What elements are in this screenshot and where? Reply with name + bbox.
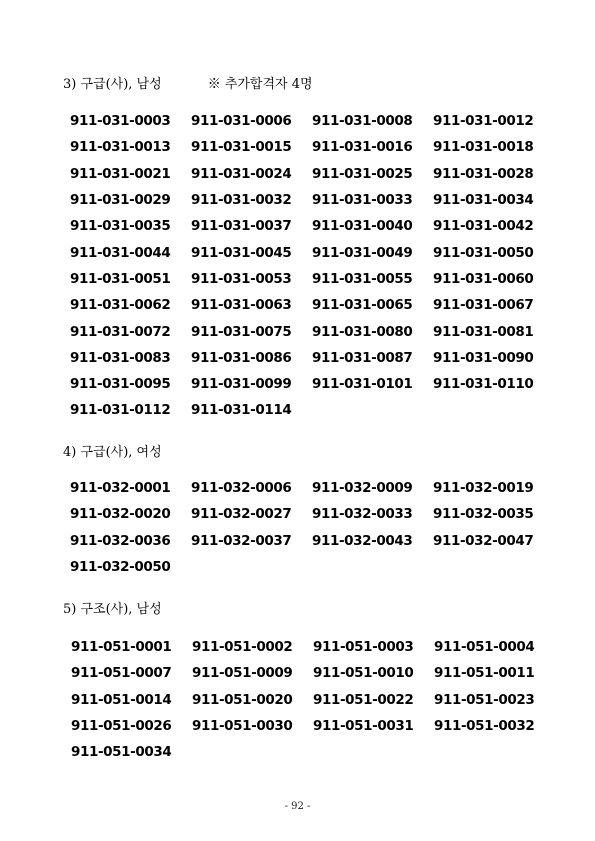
applicant-number: 911-031-0021 <box>70 165 171 182</box>
number-grid <box>71 634 555 765</box>
applicant-number: 911-031-0032 <box>191 192 292 209</box>
applicant-number: 911-031-0062 <box>70 297 171 314</box>
applicant-number: 911-051-0001 <box>71 639 172 656</box>
applicant-number: 911-031-0025 <box>312 165 413 182</box>
applicant-number: 911-031-0114 <box>191 402 292 419</box>
applicant-number: 911-031-0063 <box>191 297 292 314</box>
applicant-number: 911-031-0065 <box>312 297 413 314</box>
applicant-number: 911-051-0009 <box>192 665 293 682</box>
applicant-number: 911-031-0024 <box>191 165 292 182</box>
applicant-number: 911-031-0008 <box>312 113 413 130</box>
applicant-number: 911-031-0067 <box>433 297 534 314</box>
applicant-number: 911-051-0002 <box>192 639 293 656</box>
section-title: 4) 구급(사), 여성 <box>63 445 162 460</box>
applicant-number: 911-031-0095 <box>70 376 171 393</box>
applicant-number: 911-031-0029 <box>70 192 171 209</box>
applicant-number: 911-032-0050 <box>70 559 171 576</box>
number-grid <box>70 108 554 424</box>
section-title: 5) 구조(사), 남성 <box>63 602 162 617</box>
applicant-number: 911-051-0014 <box>71 691 172 708</box>
section-heading <box>63 598 162 617</box>
applicant-number: 911-031-0013 <box>70 139 171 156</box>
applicant-number: 911-031-0055 <box>312 270 413 287</box>
applicant-number: 911-031-0051 <box>70 270 171 287</box>
applicant-number: 911-051-0003 <box>313 639 414 656</box>
number-grid <box>70 475 554 580</box>
applicant-number: 911-031-0033 <box>312 192 413 209</box>
applicant-number: 911-031-0015 <box>191 139 292 156</box>
applicant-number: 911-031-0072 <box>70 323 171 340</box>
applicant-number: 911-031-0083 <box>70 349 171 366</box>
applicant-number: 911-032-0020 <box>70 506 171 523</box>
applicant-number: 911-031-0034 <box>433 192 534 209</box>
applicant-number: 911-031-0003 <box>70 113 171 130</box>
applicant-number: 911-031-0090 <box>433 349 534 366</box>
applicant-number: 911-051-0011 <box>434 665 535 682</box>
applicant-number: 911-031-0081 <box>433 323 534 340</box>
applicant-number: 911-031-0087 <box>312 349 413 366</box>
applicant-number: 911-032-0006 <box>191 480 292 497</box>
applicant-number: 911-031-0086 <box>191 349 292 366</box>
applicant-number: 911-032-0027 <box>191 506 292 523</box>
applicant-number: 911-032-0047 <box>433 532 534 549</box>
applicant-number: 911-031-0028 <box>433 165 534 182</box>
applicant-number: 911-032-0001 <box>70 480 171 497</box>
applicant-number: 911-031-0050 <box>433 244 534 261</box>
applicant-number: 911-032-0033 <box>312 506 413 523</box>
applicant-number: 911-051-0034 <box>71 744 172 761</box>
applicant-number: 911-031-0112 <box>70 402 171 419</box>
section-note: ※ 추가합격자 4명 <box>207 77 313 92</box>
applicant-number: 911-051-0023 <box>434 691 535 708</box>
section-heading <box>63 441 162 460</box>
applicant-number: 911-031-0037 <box>191 218 292 235</box>
applicant-number: 911-051-0026 <box>71 718 172 735</box>
applicant-number: 911-031-0101 <box>312 376 413 393</box>
applicant-number: 911-051-0030 <box>192 718 293 735</box>
applicant-number: 911-031-0006 <box>191 113 292 130</box>
applicant-number: 911-031-0045 <box>191 244 292 261</box>
applicant-number: 911-032-0043 <box>312 532 413 549</box>
applicant-number: 911-032-0037 <box>191 532 292 549</box>
applicant-number: 911-051-0020 <box>192 691 293 708</box>
section-title: 3) 구급(사), 남성 <box>63 77 162 92</box>
applicant-number: 911-031-0040 <box>312 218 413 235</box>
applicant-number: 911-032-0009 <box>312 480 413 497</box>
applicant-number: 911-031-0049 <box>312 244 413 261</box>
applicant-number: 911-031-0042 <box>433 218 534 235</box>
applicant-number: 911-031-0080 <box>312 323 413 340</box>
applicant-number: 911-051-0007 <box>71 665 172 682</box>
applicant-number: 911-031-0075 <box>191 323 292 340</box>
applicant-number: 911-031-0016 <box>312 139 413 156</box>
applicant-number: 911-031-0012 <box>433 113 534 130</box>
page-number: - 92 - <box>284 801 311 812</box>
applicant-number: 911-031-0035 <box>70 218 171 235</box>
applicant-number: 911-032-0019 <box>433 480 534 497</box>
applicant-number: 911-031-0110 <box>433 376 534 393</box>
applicant-number: 911-031-0018 <box>433 139 534 156</box>
applicant-number: 911-051-0022 <box>313 691 414 708</box>
applicant-number: 911-051-0031 <box>313 718 414 735</box>
applicant-number: 911-032-0036 <box>70 532 171 549</box>
applicant-number: 911-051-0032 <box>434 718 535 735</box>
section-heading <box>63 73 313 92</box>
applicant-number: 911-031-0099 <box>191 376 292 393</box>
applicant-number: 911-031-0053 <box>191 270 292 287</box>
applicant-number: 911-031-0060 <box>433 270 534 287</box>
applicant-number: 911-051-0004 <box>434 639 535 656</box>
applicant-number: 911-051-0010 <box>313 665 414 682</box>
applicant-number: 911-032-0035 <box>433 506 534 523</box>
applicant-number: 911-031-0044 <box>70 244 171 261</box>
